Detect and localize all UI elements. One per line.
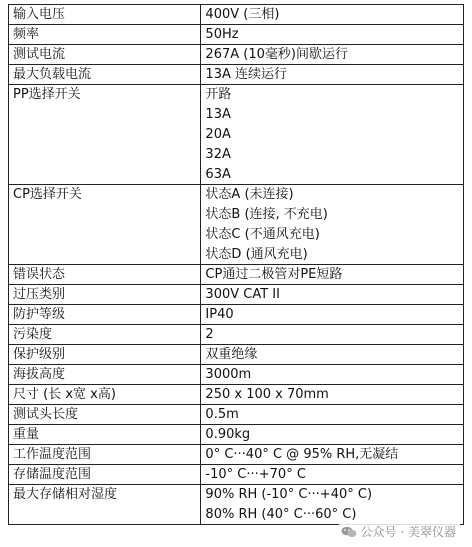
spec-value-line: 13A <box>205 107 231 122</box>
spec-label: 测试头长度 <box>9 405 201 425</box>
spec-value <box>201 325 464 345</box>
spec-value <box>201 25 464 45</box>
spec-row <box>9 325 464 345</box>
spec-value-line: 90% RH (-10° C···+40° C) <box>205 487 373 502</box>
spec-value <box>201 385 464 405</box>
spec-row <box>9 85 464 185</box>
spec-row <box>9 445 464 465</box>
wechat-icon <box>341 526 357 538</box>
spec-sheet <box>8 4 464 525</box>
spec-row <box>9 485 464 525</box>
spec-row <box>9 285 464 305</box>
spec-value-line: 状态B (连接, 不充电) <box>205 207 328 222</box>
spec-value <box>201 305 464 325</box>
spec-row <box>9 265 464 285</box>
watermark <box>339 522 460 541</box>
spec-table-body <box>9 5 464 525</box>
spec-value-line: 80% RH (40° C···60° C) <box>205 507 357 522</box>
spec-row <box>9 45 464 65</box>
spec-label: 尺寸 (长 x宽 x高) <box>9 385 201 405</box>
spec-value-line: 63A <box>205 167 231 182</box>
spec-value-line: 0° C···40° C @ 95% RH,无凝结 <box>205 447 399 462</box>
spec-value-line: 双重绝缘 <box>205 347 258 362</box>
spec-label: 错误状态 <box>9 265 201 285</box>
spec-value <box>201 345 464 365</box>
spec-value-line: CP通过二极管对PE短路 <box>205 267 343 282</box>
spec-label: 最大存储相对湿度 <box>9 485 201 525</box>
spec-value <box>201 445 464 465</box>
spec-value-line: 50Hz <box>205 27 239 42</box>
spec-value-line: 状态A (未连接) <box>205 187 294 202</box>
spec-row <box>9 405 464 425</box>
spec-row <box>9 385 464 405</box>
spec-label: 测试电流 <box>9 45 201 65</box>
spec-value <box>201 485 464 525</box>
spec-row <box>9 305 464 325</box>
spec-row <box>9 345 464 365</box>
spec-row <box>9 425 464 445</box>
spec-row <box>9 25 464 45</box>
spec-value <box>201 185 464 265</box>
spec-value <box>201 405 464 425</box>
spec-value-line: 3000m <box>205 367 252 382</box>
spec-value <box>201 425 464 445</box>
spec-value-line: 0.90kg <box>205 427 251 442</box>
spec-label: 海拔高度 <box>9 365 201 385</box>
spec-label: 污染度 <box>9 325 201 345</box>
spec-label: 工作温度范围 <box>9 445 201 465</box>
spec-label: 保护级别 <box>9 345 201 365</box>
spec-value-line: -10° C···+70° C <box>205 467 306 482</box>
spec-row <box>9 5 464 25</box>
spec-value <box>201 85 464 185</box>
spec-label: PP选择开关 <box>9 85 201 185</box>
spec-value <box>201 5 464 25</box>
spec-label: 最大负载电流 <box>9 65 201 85</box>
spec-value-line: 2 <box>205 327 214 342</box>
spec-row <box>9 65 464 85</box>
spec-label: 频率 <box>9 25 201 45</box>
spec-value-line: 400V (三相) <box>205 7 280 22</box>
spec-label: 防护等级 <box>9 305 201 325</box>
spec-value <box>201 265 464 285</box>
spec-value-line: 267A (10毫秒)间歇运行 <box>205 47 348 62</box>
spec-value <box>201 285 464 305</box>
spec-value <box>201 65 464 85</box>
spec-value-line: 20A <box>205 127 231 142</box>
spec-row <box>9 465 464 485</box>
spec-label: CP选择开关 <box>9 185 201 265</box>
spec-value-line: 13A 连续运行 <box>205 67 287 82</box>
spec-row <box>9 365 464 385</box>
spec-value <box>201 365 464 385</box>
spec-value-line: 32A <box>205 147 231 162</box>
spec-value-line: 300V CAT II <box>205 287 280 302</box>
spec-value-line: 状态D (通风充电) <box>205 247 308 262</box>
spec-value <box>201 45 464 65</box>
spec-value <box>201 465 464 485</box>
spec-label: 重量 <box>9 425 201 445</box>
spec-label: 过压类别 <box>9 285 201 305</box>
spec-value-line: 0.5m <box>205 407 239 422</box>
spec-label: 存储温度范围 <box>9 465 201 485</box>
spec-table <box>8 4 464 525</box>
spec-value-line: IP40 <box>205 307 234 322</box>
spec-value-line: 开路 <box>205 87 232 102</box>
spec-value-line: 状态C (不通风充电) <box>205 227 320 242</box>
spec-row <box>9 185 464 265</box>
spec-label: 输入电压 <box>9 5 201 25</box>
watermark-text: 公众号 · 美翠仪器 <box>360 525 456 539</box>
spec-value-line: 250 x 100 x 70mm <box>205 387 329 402</box>
